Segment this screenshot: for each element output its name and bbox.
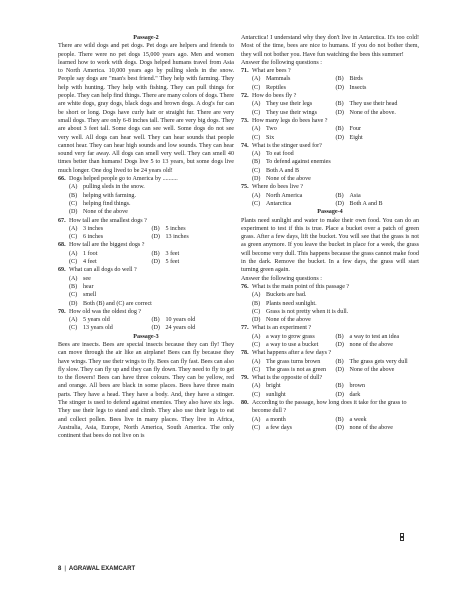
passage-3-heading: Passage-3 xyxy=(133,333,159,340)
option-letter: (A) xyxy=(69,250,78,257)
answer-option xyxy=(69,192,234,200)
answer-option xyxy=(69,183,234,191)
questions-71-75 xyxy=(241,67,419,208)
option-letter: (D) xyxy=(69,300,78,307)
footer-separator: | xyxy=(64,566,66,572)
question xyxy=(241,283,419,291)
answer-option xyxy=(252,424,336,432)
question xyxy=(58,175,234,183)
question-text: What is the main point of this passage ? xyxy=(252,283,350,290)
answer-options xyxy=(58,250,234,267)
answer-options xyxy=(58,183,234,216)
option-text: They use their legs xyxy=(266,101,313,108)
answer-option xyxy=(152,324,235,332)
option-letter: (B) xyxy=(69,283,78,290)
option-letter: (A) xyxy=(252,383,261,390)
option-text: smell xyxy=(83,292,97,299)
option-letter: (C) xyxy=(252,84,261,91)
option-text: None of the above xyxy=(83,209,128,216)
answer-option xyxy=(336,391,420,399)
answer-option xyxy=(252,391,336,399)
option-text: 13 years old xyxy=(83,325,113,332)
option-letter: (D) xyxy=(335,84,344,91)
option-letter: (D) xyxy=(151,259,160,266)
option-letter: (B) xyxy=(69,192,78,199)
option-letter: (D) xyxy=(151,234,160,241)
question-text: How many legs do bees have ? xyxy=(252,117,328,124)
option-letter: (C) xyxy=(252,109,261,116)
option-letter: (D) xyxy=(335,366,344,373)
option-letter: (B) xyxy=(335,76,344,83)
answer-option xyxy=(152,316,235,324)
question-number: 76. xyxy=(241,283,249,290)
question-number: 67. xyxy=(58,217,66,224)
option-letter: (B) xyxy=(335,333,344,340)
answer-option xyxy=(252,100,336,108)
option-letter: (B) xyxy=(151,317,160,324)
option-letter: (A) xyxy=(252,416,261,423)
answer-option xyxy=(252,200,336,208)
option-letter: (B) xyxy=(151,225,160,232)
question-number: 73. xyxy=(241,117,249,124)
passage-2-text: There are wild dogs and pet dogs. Pet dogs are helpers and friends to people. There were no pet dogs 15,000 years ago. Men and women learned how to work with dogs. Dogs helped humans travel from Asia to North America. 10,000 years ago by pulling sleds in the snow. People say dogs are "man's best friend." They help with farming. They help with hunting. They help with fishing. They can pull things for people. They can help find things. There are many colors of dogs. There are white dogs, gray dogs, black dogs and brown dogs. A dog's fur can be short or long. Dogs have curly hair or straight fur. There are very small dogs. They are only 6-8 inches tall. There are very big dogs. They are about 3 feet tall. Some dogs can see well. Some dogs do not see very well. All dogs can hear well. They can hear sounds that people cannot hear. They can hear high sounds and low sounds. They can hear sound very far away. All dogs can smell very well. They can smell 40 times better than humans! Dogs live 5 to 13 years, but some dogs live much longer. One dog lived to be 24 years old! xyxy=(58,43,234,174)
option-letter: (D) xyxy=(252,176,261,183)
option-text: a way to use a bucket xyxy=(266,341,319,348)
answer-option xyxy=(69,258,152,266)
option-text: 5 inches xyxy=(165,225,186,232)
question xyxy=(241,324,419,332)
answer-option xyxy=(252,358,336,366)
answer-option xyxy=(152,258,235,266)
answer-option xyxy=(336,134,420,142)
question-text: What are bees ? xyxy=(252,68,291,75)
answer-option xyxy=(69,225,152,233)
answer-option xyxy=(252,167,419,175)
question-text: How tall are the biggest dogs ? xyxy=(69,242,145,249)
answer-option xyxy=(336,341,420,349)
option-text: none of the above xyxy=(349,341,393,348)
question xyxy=(241,349,419,357)
answer-option xyxy=(252,150,419,158)
option-text: none of the above xyxy=(349,424,393,431)
option-letter: (C) xyxy=(252,341,261,348)
answer-option xyxy=(69,250,152,258)
option-text: Both (B) and (C) are correct xyxy=(83,300,152,307)
option-letter: (D) xyxy=(151,325,160,332)
option-text: Eight xyxy=(349,134,363,141)
option-text: Reptiles xyxy=(266,84,286,91)
answer-options xyxy=(241,416,419,433)
question xyxy=(241,183,419,191)
question xyxy=(241,399,419,416)
option-text: Buckets are bad. xyxy=(266,292,307,299)
option-letter: (C) xyxy=(69,325,78,332)
option-text: Both A and B xyxy=(266,167,300,174)
option-letter: (B) xyxy=(335,383,344,390)
question xyxy=(58,241,234,249)
option-letter: (C) xyxy=(69,234,78,241)
answer-options xyxy=(241,382,419,399)
option-letter: (D) xyxy=(335,200,344,207)
question xyxy=(58,308,234,316)
passage-4-text: Plants need sunlight and water to make their own food. You can do an experiment to test if this is true. Place a bucket over a patch of green grass. After a few days, lift the bucket. You will see that the grass is not as green anymore. If you leave the bucket in place for a week, the grass will become very dull. This happens because the grass cannot make food in the dark. Remove the bucket. In a few days, the grass will start turning green again. xyxy=(241,217,419,274)
question-number: 69. xyxy=(58,267,66,274)
option-letter: (D) xyxy=(252,317,261,324)
option-text: Both A and B xyxy=(349,200,383,207)
answer-option xyxy=(69,275,234,283)
question-text: According to the passage, how long does it take for the grass to become dull ? xyxy=(252,400,407,415)
answer-option xyxy=(252,134,336,142)
option-letter: (C) xyxy=(252,308,261,315)
answer-options xyxy=(241,358,419,375)
option-text: see xyxy=(83,275,91,282)
option-text: pulling sleds in the snow. xyxy=(83,184,145,191)
right-column xyxy=(241,34,419,432)
question-number: 78. xyxy=(241,350,249,357)
option-letter: (C) xyxy=(252,424,261,431)
answer-option xyxy=(252,125,336,133)
passage-2-heading: Passage-2 xyxy=(133,35,159,41)
question-text: How old was the oldest dog ? xyxy=(69,308,142,315)
answer-option xyxy=(69,291,234,299)
option-text: a way to test an idea xyxy=(349,333,400,340)
option-text: 6 inches xyxy=(83,234,104,241)
question-number: 75. xyxy=(241,184,249,191)
option-text: helping find things. xyxy=(83,200,131,207)
option-text: a week xyxy=(349,416,367,423)
option-letter: (A) xyxy=(252,333,261,340)
option-text: None of the above xyxy=(349,366,395,373)
option-text: Two xyxy=(266,126,277,133)
answer-options xyxy=(58,275,234,308)
answer-options xyxy=(241,75,419,92)
answer-option xyxy=(336,416,420,424)
option-letter: (D) xyxy=(335,109,344,116)
answer-option xyxy=(252,84,336,92)
option-text: To defend against enemies xyxy=(266,159,331,166)
option-letter: (A) xyxy=(252,151,261,158)
option-letter: (B) xyxy=(335,192,344,199)
option-letter: (A) xyxy=(69,317,78,324)
option-letter: (D) xyxy=(335,424,344,431)
option-text: 4 feet xyxy=(83,259,97,266)
answer-option xyxy=(252,291,419,299)
option-letter: (C) xyxy=(69,292,78,299)
option-text: a way to grow grass xyxy=(266,333,315,340)
question-text: Where do bees live ? xyxy=(252,184,304,191)
answer-option xyxy=(336,100,420,108)
question-text: How tall are the smallest dogs ? xyxy=(69,217,147,224)
question xyxy=(241,92,419,100)
option-text: sunlight xyxy=(266,391,286,398)
question-text: What can all dogs do well ? xyxy=(69,267,137,274)
answer-option xyxy=(69,283,234,291)
answer-option xyxy=(336,84,420,92)
option-text: 10 years old xyxy=(165,317,196,324)
question xyxy=(241,117,419,125)
answer-option xyxy=(336,109,420,117)
answer-option xyxy=(252,341,336,349)
option-text: 1 foot xyxy=(83,250,98,257)
option-letter: (C) xyxy=(69,200,78,207)
option-text: 13 inches xyxy=(165,234,189,241)
answer-option xyxy=(69,324,152,332)
option-letter: (C) xyxy=(69,259,78,266)
option-letter: (A) xyxy=(69,225,78,232)
answer-option xyxy=(252,158,419,166)
question xyxy=(241,67,419,75)
option-text: helping with farming. xyxy=(83,192,136,199)
option-letter: (A) xyxy=(252,101,261,108)
option-text: 5 years old xyxy=(83,317,110,324)
question-number: 72. xyxy=(241,93,249,100)
question-number: 70. xyxy=(58,308,66,315)
option-text: Four xyxy=(349,126,362,133)
option-letter: (B) xyxy=(335,101,344,108)
answer-option xyxy=(336,333,420,341)
option-text: Grass is not pretty when it is dull. xyxy=(266,308,349,315)
option-letter: (C) xyxy=(252,366,261,373)
question xyxy=(241,374,419,382)
answer-option xyxy=(336,424,420,432)
answer-instruction-1: Answer the following questions : xyxy=(241,59,322,66)
option-text: Six xyxy=(266,134,275,141)
option-text: Asia xyxy=(349,192,361,199)
answer-option xyxy=(336,358,420,366)
option-letter: (C) xyxy=(252,391,261,398)
option-text: brown xyxy=(349,383,366,390)
answer-option xyxy=(336,192,420,200)
answer-option xyxy=(69,316,152,324)
answer-options xyxy=(241,291,419,324)
question-text: What is the stinger used for? xyxy=(252,142,322,149)
option-text: 24 years old xyxy=(165,325,196,332)
passage-4-heading: Passage-4 xyxy=(317,209,343,216)
option-text: They use their head xyxy=(349,101,398,108)
option-letter: (C) xyxy=(252,167,261,174)
question-text: What happens after a few days ? xyxy=(252,350,332,357)
question-text: Dogs helped people go to America by .......... xyxy=(69,176,178,183)
question-text: What is the opposite of dull? xyxy=(252,375,323,382)
option-text: 3 inches xyxy=(83,225,104,232)
option-letter: (B) xyxy=(335,416,344,423)
option-text: The grass is not as green xyxy=(266,366,327,373)
answer-option xyxy=(252,382,336,390)
question-number: 79. xyxy=(241,375,249,382)
option-text: None of the above xyxy=(266,317,311,324)
question-number: 80. xyxy=(241,400,249,407)
answer-option xyxy=(336,75,420,83)
answer-option xyxy=(152,250,235,258)
option-text: 3 feet xyxy=(165,250,180,257)
option-letter: (A) xyxy=(252,192,261,199)
option-letter: (D) xyxy=(69,209,78,216)
answer-option xyxy=(252,416,336,424)
answer-option xyxy=(252,308,419,316)
answer-options xyxy=(241,100,419,117)
question xyxy=(58,266,234,274)
option-text: a month xyxy=(266,416,286,423)
answer-option xyxy=(69,233,152,241)
questions-66-70 xyxy=(58,175,234,333)
option-text: The grass turns brown xyxy=(266,358,321,365)
option-letter: (D) xyxy=(335,391,344,398)
question-number: 68. xyxy=(58,242,66,249)
option-letter: (B) xyxy=(335,126,344,133)
option-letter: (B) xyxy=(252,300,261,307)
question xyxy=(241,142,419,150)
option-letter: (C) xyxy=(252,200,261,207)
answer-option xyxy=(252,109,336,117)
page-number: 8 xyxy=(58,566,62,572)
question-number: 77. xyxy=(241,325,249,332)
answer-options xyxy=(241,192,419,209)
answer-option xyxy=(336,366,420,374)
answer-option xyxy=(252,366,336,374)
question-number: 74. xyxy=(241,142,249,149)
option-text: They use their wings xyxy=(266,109,317,116)
questions-76-80 xyxy=(241,283,419,432)
option-text: Antarctica xyxy=(266,200,292,207)
answer-option xyxy=(252,300,419,308)
answer-option xyxy=(252,192,336,200)
option-text: 5 feet xyxy=(165,259,180,266)
option-text: dark xyxy=(349,391,361,398)
answer-option xyxy=(336,200,420,208)
option-letter: (A) xyxy=(252,76,261,83)
option-letter: (A) xyxy=(69,184,78,191)
option-text: Insects xyxy=(349,84,367,91)
answer-options xyxy=(58,316,234,333)
answer-option xyxy=(69,208,234,216)
option-text: To eat food xyxy=(266,151,294,158)
option-text: hear xyxy=(83,283,94,290)
option-letter: (A) xyxy=(252,292,261,299)
question-number: 66. xyxy=(58,176,66,183)
option-letter: (B) xyxy=(151,250,160,257)
answer-option xyxy=(69,300,234,308)
publisher-brand: AGRAWAL EXAMCART xyxy=(68,566,136,572)
option-letter: (B) xyxy=(252,159,261,166)
option-text: Mammals xyxy=(266,76,291,83)
answer-option xyxy=(152,233,235,241)
answer-options xyxy=(58,225,234,242)
option-letter: (A) xyxy=(69,275,78,282)
option-letter: (D) xyxy=(335,341,344,348)
passage-3-text: Bees are insects. Bees are special insects because they can fly! They can move through the air like an airplane! Bees can fly because they have wings. They use their wings to fly. Bees can fly fast. Bees can also fly slow. They can fly up and they can fly down. They need to fly to get to the flowers! Bees can have three colours. They can be yellow, red and orange. All bees are black in some places. Bees have three main parts. They have a head. They have a body. And, they have a stinger. The stinger is used to defend against enemies. They also have six legs. They use their legs to stand and climb. They also use their legs to eat and collect pollen. Bees live in many places. They live in Africa, Australia, Asia, Europe, North America, South America. The only continent that bees do not live on is xyxy=(58,341,234,440)
answer-option xyxy=(252,175,419,183)
option-letter: (A) xyxy=(252,358,261,365)
answer-option xyxy=(252,316,419,324)
answer-option xyxy=(252,333,336,341)
option-letter: (C) xyxy=(252,134,261,141)
option-text: None of the above. xyxy=(349,109,396,116)
answer-options xyxy=(241,333,419,350)
question-text: How do bees fly ? xyxy=(252,93,297,100)
question xyxy=(58,217,234,225)
option-text: Plants need sunlight. xyxy=(266,300,317,307)
answer-option xyxy=(69,200,234,208)
answer-option xyxy=(152,225,235,233)
page-footer xyxy=(58,566,135,572)
answer-options xyxy=(241,150,419,183)
option-text: bright xyxy=(266,383,281,390)
end-of-section-icon xyxy=(400,533,408,539)
passage-3-continuation: Antarctica! I understand why they don't live in Antarctica. It's too cold! Most of the time, bees are nice to humans. If you do not bother them, they will not bother you. Have fun watching the bees this summer! xyxy=(241,35,419,58)
option-letter: (D) xyxy=(335,134,344,141)
answer-instruction-2: Answer the following questions : xyxy=(241,275,322,282)
option-text: Birds xyxy=(349,76,363,83)
option-text: a few days xyxy=(266,424,293,431)
answer-option xyxy=(336,382,420,390)
option-letter: (B) xyxy=(335,358,344,365)
option-text: The grass gets very dull xyxy=(349,358,408,365)
option-letter: (A) xyxy=(252,126,261,133)
question-number: 71. xyxy=(241,68,249,75)
left-column xyxy=(58,34,234,441)
option-text: None of the above xyxy=(266,176,311,183)
option-text: North America xyxy=(266,192,303,199)
question-text: What is an experiment ? xyxy=(252,325,312,332)
answer-options xyxy=(241,125,419,142)
answer-option xyxy=(336,125,420,133)
answer-option xyxy=(252,75,336,83)
